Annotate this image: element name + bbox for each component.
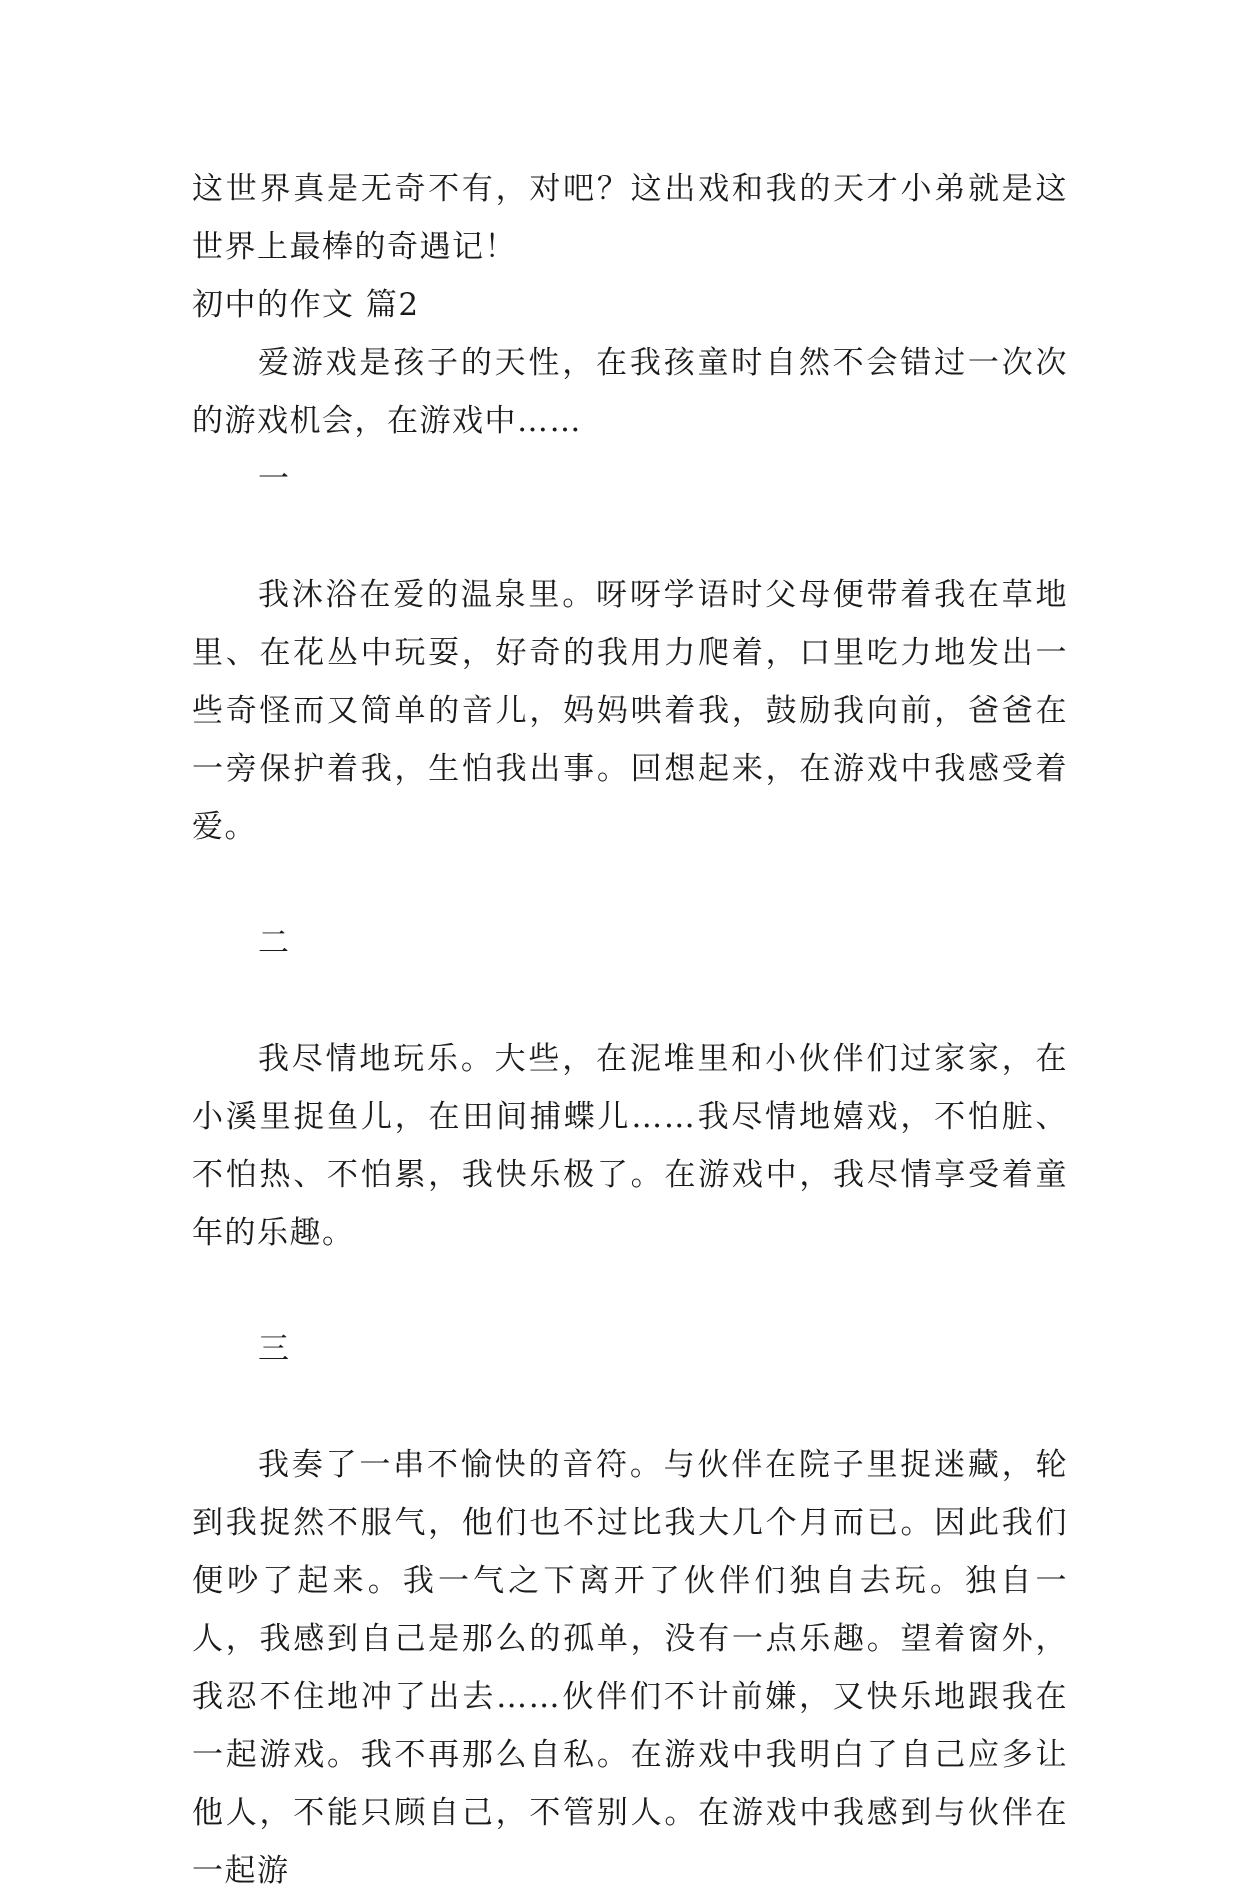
section-mark-3: 三 [258,1331,291,1367]
opening-paragraph: 这世界真是无奇不有，对吧？这出戏和我的天才小弟就是这世界上最棒的奇遇记！ [192,171,1068,265]
section-paragraph-3: 我奏了一串不愉快的音符。与伙伴在院子里捉迷藏，轮到我捉然不服气，他们也不过比我大几个月而已。因此我们便吵了起来。我一气之下离开了伙伴们独自去玩。独自一人，我感到自己是那么的孤单，没有一点乐趣。望着窗外，我忍不住地冲了出去……伙伴们不计前嫌，又快乐地跟我在一起游戏。我不再那么自私。在游戏中我明白了自己应多让他人，不能只顾自己，不管别人。在游戏中我感到与伙伴在一起游 [192,1447,1068,1889]
section-paragraph-1: 我沐浴在爱的温泉里。呀呀学语时父母便带着我在草地里、在花丛中玩耍，好奇的我用力爬着，口里吃力地发出一些奇怪而又简单的音儿，妈妈哄着我，鼓励我向前，爸爸在一旁保护着我，生怕我出事。回想起来，在游戏中我感受着爱。 [192,577,1068,845]
document-body [192,160,1068,1900]
section-mark-2: 二 [258,925,291,961]
intro-paragraph: 爱游戏是孩子的天性，在我孩童时自然不会错过一次次的游戏机会，在游戏中…… [192,345,1068,439]
section-paragraph-2: 我尽情地玩乐。大些，在泥堆里和小伙伴们过家家，在小溪里捉鱼儿，在田间捕蝶儿……我尽情地嬉戏，不怕脏、不怕热、不怕累，我快乐极了。在游戏中，我尽情享受着童年的乐趣。 [192,1041,1068,1251]
essay-heading: 初中的作文 篇2 [192,287,420,323]
section-mark-1: 一 [258,461,291,497]
